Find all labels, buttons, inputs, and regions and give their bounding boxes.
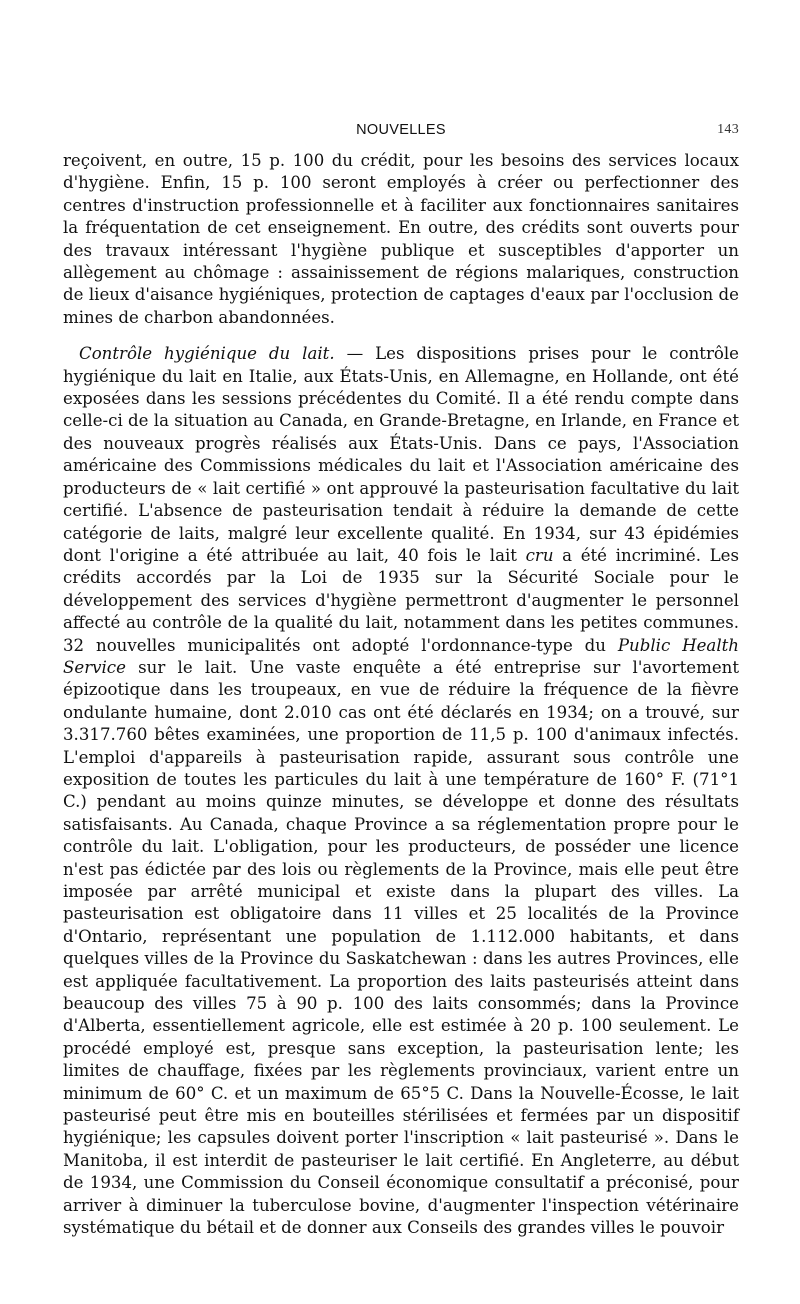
emphasis-public-health-service: Public Health Service [63,635,739,677]
paragraph-text-intro: — Les dispositions prises pour le contrôle hygiénique du lait en Italie, aux États-Unis, en Allemagne, en Hollande, ont été exposées dans les sessions précédentes du Comité. Il a été rendu compte dans celle-ci de la situation au Canada, en Grande-Bretagne, en Irlande, en France et des nouveaux progrès réalisés aux États-Unis. Dans ce pays, l'Association américaine des Commissions médicales du lait et l'Association américaine des producteurs de « lait certifié » ont approuvé la pasteurisation facultative du lait certifié. L'absence de pasteurisation tendait à réduire la demande de cette catégorie de laits, malgré leur excellente qualité. En 1934, sur 43 épidémies dont l'origine a été attribuée au lait, 40 fois le lait [63,344,739,565]
paragraph-milk-control [63,343,739,1239]
document-page [63,118,739,1240]
paragraph-continuation: reçoivent, en outre, 15 p. 100 du crédit, pour les besoins des services locaux d'hygiène. Enfin, 15 p. 100 seront employés à créer ou perfectionner des centres d'instruction professionnelle et à faciliter aux fonctionnaires sanitaires la fréquentation de cet enseignement. En outre, des crédits sont ouverts pour des travaux intéressant l'hygiène publique et susceptibles d'apporter un allègement au chômage : assainissement de régions malariques, construction de lieux d'aisance hygiéniques, protection de captages d'eaux par l'occlusion de mines de charbon abandonnées. [63,151,739,327]
paragraph-text-rest: sur le lait. Une vaste enquête a été entreprise sur l'avortement épizootique dans les troupeaux, en vue de réduire la fréquence de la fièvre ondulante humaine, dont 2.010 cas ont été déclarés en 1934; on a trouvé, sur 3.317.760 bêtes examinées, une proportion de 11,5 p. 100 d'animaux infectés. L'emploi d'appareils à pasteurisation rapide, assurant sous contrôle une exposition de toutes les particules du lait à une température de 160° F. (71°1 C.) pendant au moins quinze minutes, se développe et donne des résultats satisfaisants. Au Canada, chaque Province a sa réglementation propre pour le contrôle du lait. L'obligation, pour les producteurs, de posséder une licence n'est pas édictée par des lois ou règlements de la Province, mais elle peut être imposée par arrêté municipal et existe dans la plupart des villes. La pasteurisation est obligatoire dans 11 villes et 25 localités de la Province d'Ontario, représentant une population de 1.112.000 habitants, et dans quelques villes de la Province du Saskatchewan : dans les autres Provinces, elle est appliquée facultativement. La proportion des laits pasteurisés atteint dans beaucoup des villes 75 à 90 p. 100 des laits consommés; dans la Province d'Alberta, essentiellement agricole, elle est estimée à 20 p. 100 seulement. Le procédé employé est, presque sans exception, la pasteurisation lente; les limites de chauffage, fixées par les règlements provinciaux, varient entre un minimum de 60° C. et un maximum de 65°5 C. Dans la Nouvelle-Écosse, le lait pasteurisé peut être mis en bouteilles stérilisées et fermées par un dispositif hygiénique; les capsules doivent porter l'inscription « lait pasteurisé ». Dans le Manitoba, il est interdit de pasteuriser le lait certifié. En Angleterre, au début de 1934, une Commission du Conseil économique consultatif a préconisé, pour arriver à diminuer la tuberculose bovine, d'augmenter l'inspection vétérinaire systématique du bétail et de donner aux Conseils des grandes villes le pouvoir [63,657,739,1238]
paragraph-text-middle: a été incriminé. Les crédits accordés par la Loi de 1935 sur la Sécurité Sociale pour le développement des services d'hygiène permettront d'augmenter le personnel affecté au contrôle de la qualité du lait, notamment dans les petites communes. 32 nouvelles municipalités ont adopté l'ordonnance-type du [63,545,739,655]
running-title: NOUVELLES [356,122,446,138]
section-heading: Contrôle hygiénique du lait. [79,344,335,364]
page-number: 143 [717,122,739,137]
running-header [63,118,739,146]
emphasis-cru: cru [525,545,554,565]
